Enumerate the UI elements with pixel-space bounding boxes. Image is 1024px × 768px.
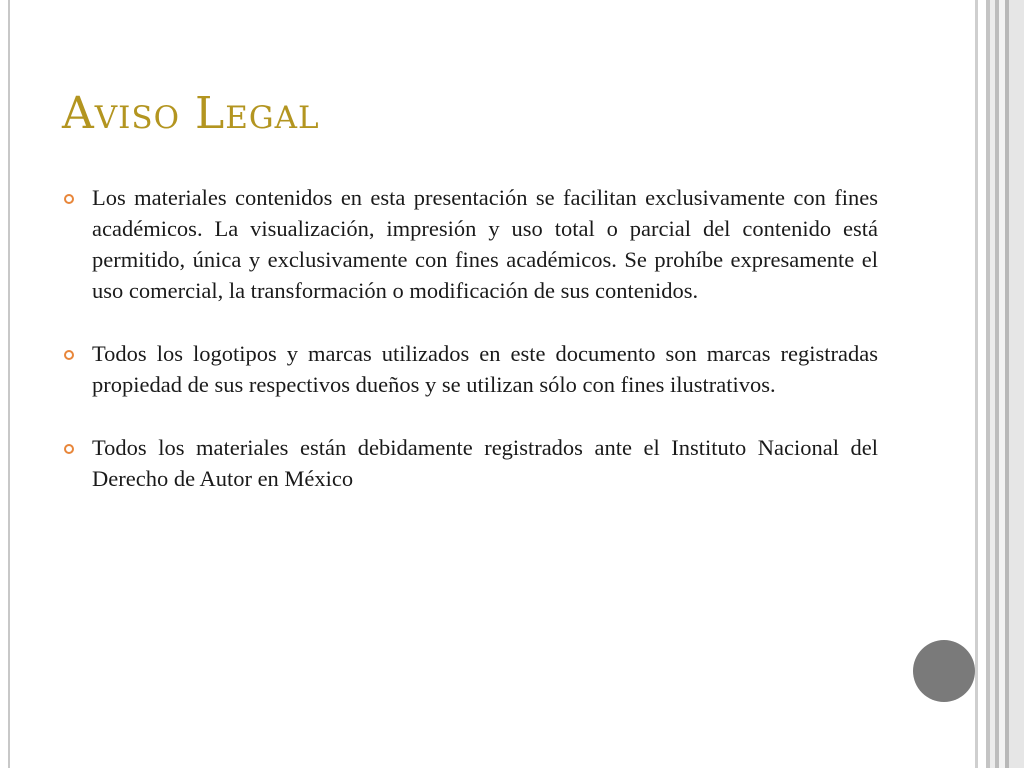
gray-circle-icon: [913, 640, 975, 702]
bullet-list: [60, 182, 878, 526]
bullet-text: Los materiales contenidos en esta presentación se facilitan exclusivamente con fines académicos. La visualización, impresión y uso total o parcial del contenido está permitido, única y exclusivamente con fines académicos. Se prohíbe expresamente el uso comercial, la transformación o modificación de sus contenidos.: [92, 185, 878, 303]
bullet-text: Todos los materiales están debidamente registrados ante el Instituto Nacional del Derecho de Autor en México: [92, 435, 878, 491]
bullet-text: Todos los logotipos y marcas utilizados en este documento son marcas registradas propiedad de sus respectivos dueños y se utilizan sólo con fines ilustrativos.: [92, 341, 878, 397]
list-item: [60, 338, 878, 400]
list-item: [60, 182, 878, 306]
right-stripe: [1009, 0, 1024, 768]
right-stripe: [978, 0, 986, 768]
slide-title: Aviso Legal: [62, 88, 320, 139]
ring-bullet-icon: [64, 350, 74, 360]
left-border-line: [8, 0, 10, 768]
ring-bullet-icon: [64, 444, 74, 454]
list-item: [60, 432, 878, 494]
ring-bullet-icon: [64, 194, 74, 204]
